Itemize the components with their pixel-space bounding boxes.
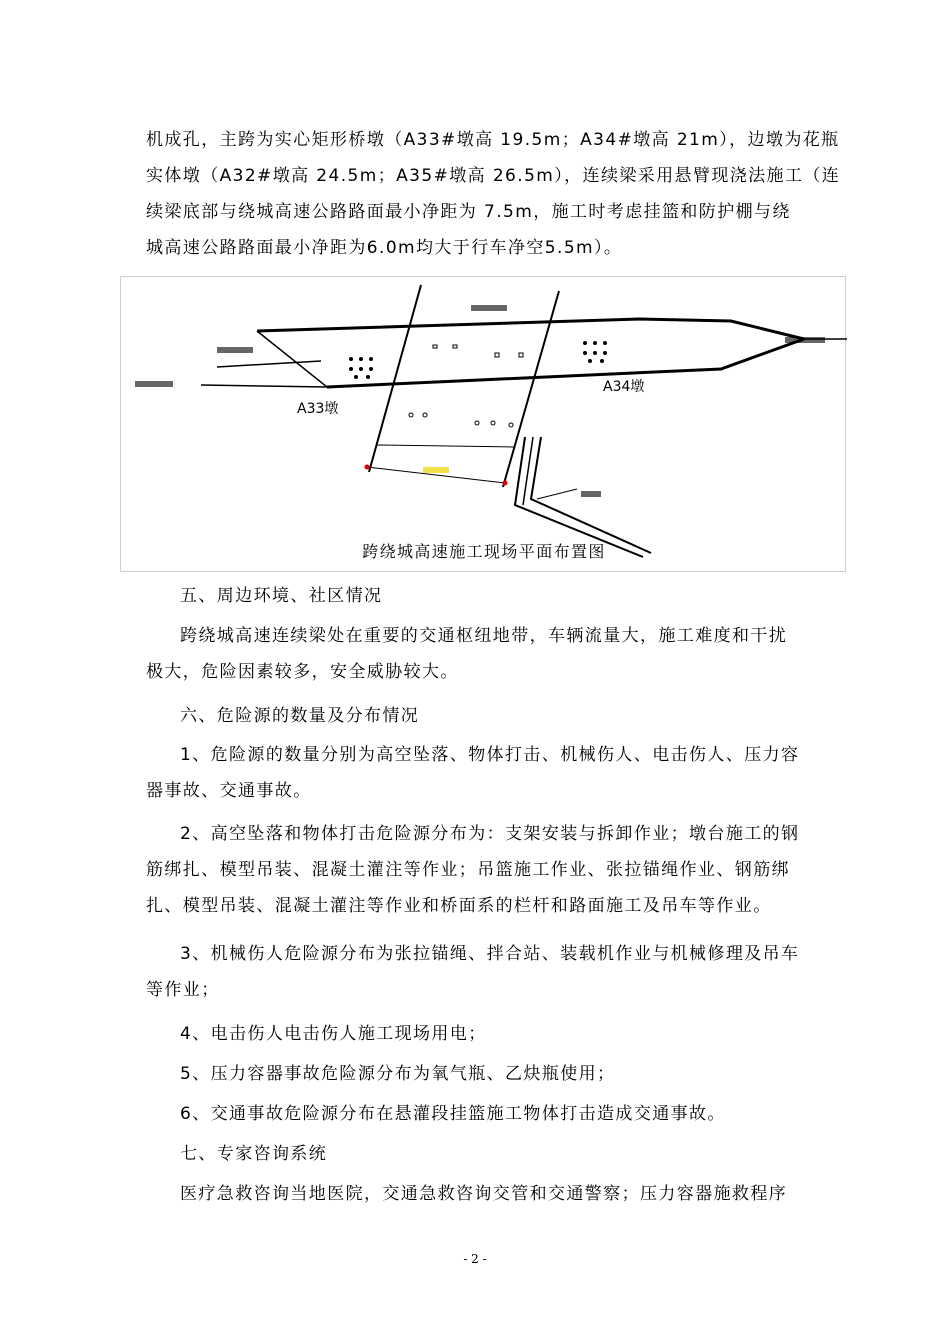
illegible-labels [135,305,825,497]
road-edge-top [257,319,804,339]
span-line-upper [377,445,515,447]
section-6-item-4 [146,1016,806,1052]
text-line: 4、电击伤人电击伤人施工现场用电； [180,1024,487,1044]
section-heading: 五、周边环境、社区情况 [180,586,383,606]
text-line: 6、交通事故危险源分布在悬灌段挂篮施工物体打击造成交通事故。 [180,1104,726,1124]
label-a33: A33墩 [297,401,339,417]
text-line: 机成孔，主跨为实心矩形桥墩（A33#墩高 19.5m；A34#墩高 21m），边墩为花瓶 [146,130,840,150]
section-7-paragraph [146,1176,806,1212]
page-number: - 2 - [463,1252,487,1266]
section-5-paragraph [146,618,806,690]
pier-cluster-a33 [349,357,373,379]
section-6-item-6 [146,1096,806,1132]
section-heading: 七、专家咨询系统 [180,1144,328,1164]
text-line: 续梁底部与绕城高速公路路面最小净距为 7.5m，施工时考虑挂篮和防护棚与绕 [146,202,791,222]
text-line: 筋绑扎、模型吊装、混凝土灌注等作业；吊篮施工作业、张拉锚绳作业、钢筋绑 [146,860,790,880]
section-6-item-2 [146,816,806,924]
text-line: 3、机械伤人危险源分布为张拉锚绳、拌合站、装载机作业与机械修理及吊车 [180,944,800,964]
section-6-heading [146,698,806,734]
text-line: 城高速公路路面最小净距为6.0m均大于行车净空5.5m）。 [146,238,623,258]
pier-cluster-a34 [583,341,607,363]
bridge-line-right [503,291,559,487]
side-road-upper [217,361,321,367]
text-line: 扎、模型吊装、混凝土灌注等作业和桥面系的栏杆和路面施工及吊车等作业。 [146,896,772,916]
text-line: 跨绕城高速连续梁处在重要的交通枢纽地带，车辆流量大，施工难度和干扰 [180,626,788,646]
section-5-heading [146,578,806,614]
section-6-item-5 [146,1056,806,1092]
small-markers [409,345,523,427]
text-line: 器事故、交通事故。 [146,781,312,801]
section-7-heading [146,1136,806,1172]
bridge-line-left [369,285,421,472]
road-taper [257,331,327,387]
text-line: 2、高空坠落和物体打击危险源分布为：支架安装与拆卸作业；墩台施工的钢 [180,824,800,844]
text-line: 实体墩（A32#墩高 24.5m；A35#墩高 26.5m），连续梁采用悬臂现浇法施工（连 [146,166,841,186]
side-road-lower [201,385,327,387]
text-line: 1、危险源的数量分别为高空坠落、物体打击、机械伤人、电击伤人、压力容 [180,745,800,765]
text-line: 5、压力容器事故危险源分布为氧气瓶、乙炔瓶使用； [180,1064,616,1084]
label-a34: A34墩 [603,379,645,395]
intro-paragraph [146,122,841,266]
survey-point [365,465,370,470]
section-heading: 六、危险源的数量及分布情况 [180,706,420,726]
ramp-leader [537,489,577,499]
section-6-item-3 [146,936,806,1008]
yellow-marker [423,467,449,473]
site-layout-drawing [121,277,847,573]
site-layout-figure [120,276,846,572]
figure-caption: 跨绕城高速施工现场平面布置图 [362,542,606,561]
text-line: 医疗急救咨询当地医院，交通急救咨询交管和交通警察；压力容器施救程序 [180,1184,788,1204]
text-line: 极大，危险因素较多，安全威胁较大。 [146,662,459,682]
survey-point [503,481,508,486]
text-line: 等作业； [146,980,220,1000]
section-6-item-1 [146,737,806,809]
